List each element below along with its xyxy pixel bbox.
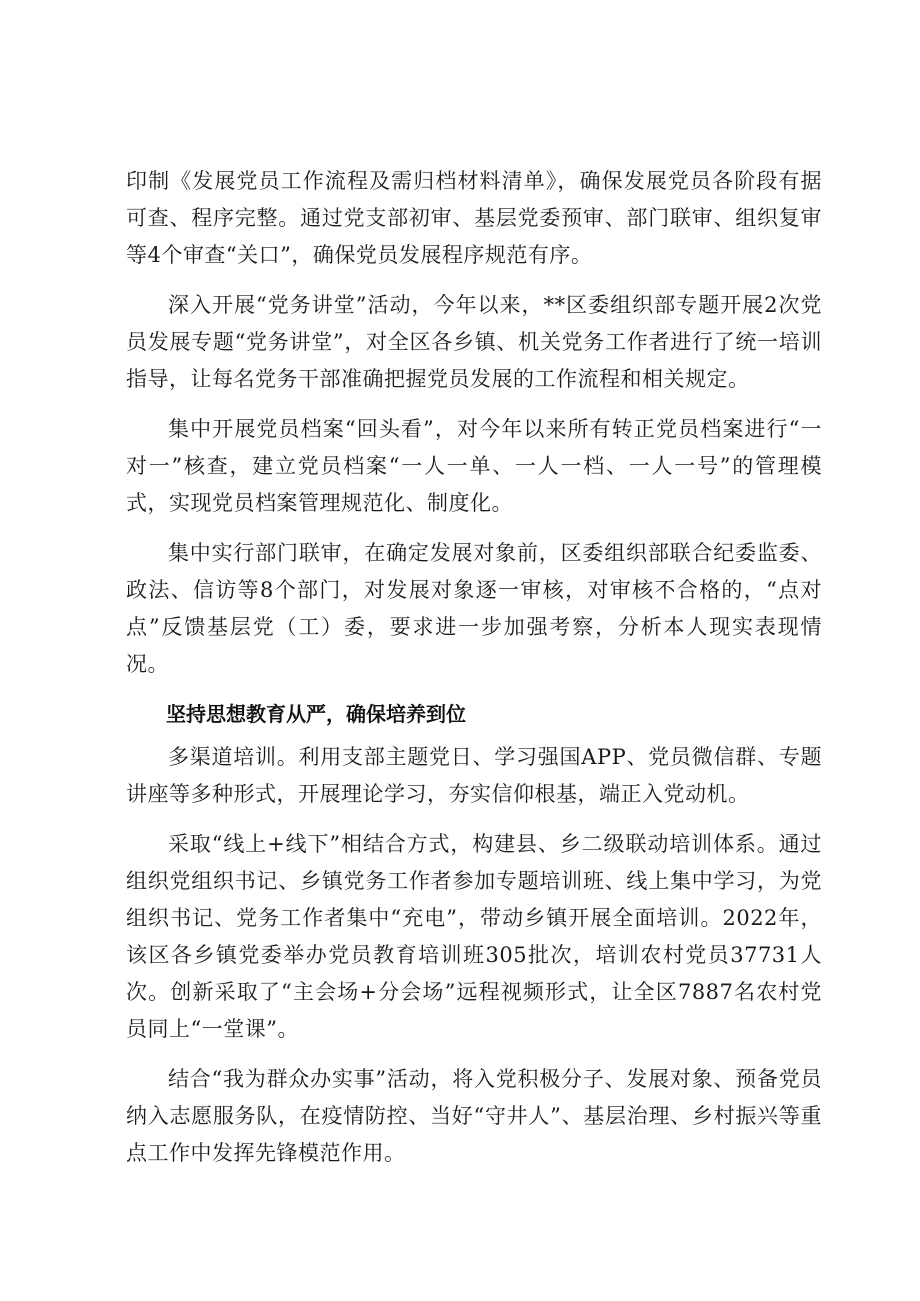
paragraph-online-offline-training: 采取“线上+线下”相结合方式，构建县、乡二级联动培训体系。通过组织党组织书记、乡镇党务工作者参加专题培训班、线上集中学习，为党组织书记、党务工作者集中“充电”，带动乡镇开展全面培训。2022年，该区各乡镇党委举办党员教育培训班305批次，培训农村党员37731人次。创新采取了“主会场+分会场”远程视频形式，让全区7887名农村党员同上“一堂课”。	[126, 832, 822, 1041]
paragraph-multi-channel-training: 多渠道培训。利用支部主题党日、学习强国APP、党员微信群、专题讲座等多种形式，开展理论学习，夯实信仰根基，端正入党动机。	[126, 745, 822, 806]
paragraph-joint-review: 集中实行部门联审，在确定发展对象前，区委组织部联合纪委监委、政法、信访等8个部门，对发展对象逐一审核，对审核不合格的，“点对点”反馈基层党（工）委，要求进一步加强考察，分析本人现实表现情况。	[126, 541, 822, 676]
paragraph-archive-review: 集中开展党员档案“回头看”，对今年以来所有转正党员档案进行“一对一”核查，建立党员档案“一人一单、一人一档、一人一号”的管理模式，实现党员档案管理规范化、制度化。	[126, 417, 822, 515]
paragraph-party-lecture: 深入开展“党务讲堂”活动，今年以来，**区委组织部专题开展2次党员发展专题“党务讲堂”，对全区各乡镇、机关党务工作者进行了统一培训指导，让每名党务干部准确把握党员发展的工作流程和相关规定。	[126, 293, 822, 391]
section-heading: 坚持思想教育从严，确保培养到位	[166, 702, 466, 726]
document-body	[126, 163, 822, 1185]
paragraph-checklist: 印制《发展党员工作流程及需归档材料清单》，确保发展党员各阶段有据可查、程序完整。通过党支部初审、基层党委预审、部门联审、组织复审等4个审查“关口”，确保党员发展程序规范有序。	[126, 169, 822, 267]
paragraph-volunteer-service: 结合“我为群众办实事”活动，将入党积极分子、发展对象、预备党员纳入志愿服务队，在疫情防控、当好“守井人”、基层治理、乡村振兴等重点工作中发挥先锋模范作用。	[126, 1067, 822, 1165]
